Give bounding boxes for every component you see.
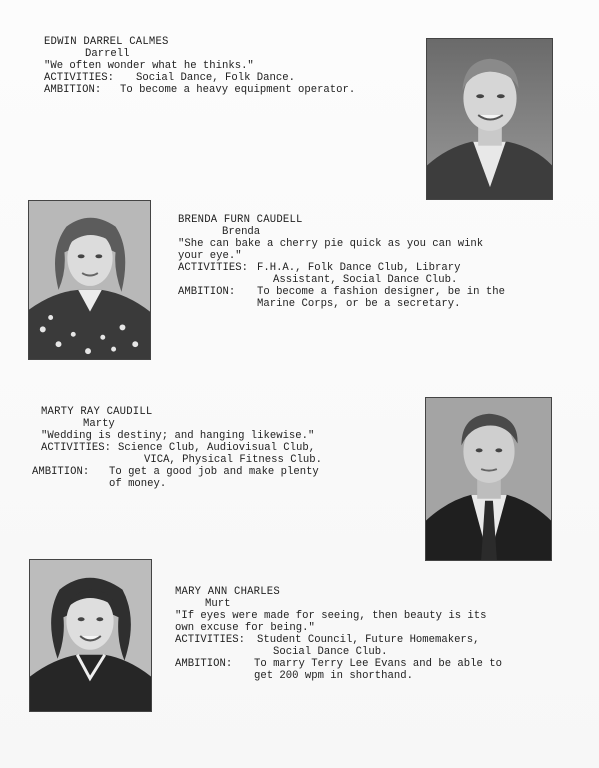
- activities-line: Science Club, Audiovisual Club,: [118, 442, 316, 454]
- activities-line: Social Dance Club.: [273, 646, 388, 658]
- activities-label: ACTIVITIES:: [44, 72, 114, 84]
- ambition-line: To become a fashion designer, be in the: [257, 286, 505, 298]
- student-portrait-photo: [28, 200, 151, 360]
- activities-line: Social Dance, Folk Dance.: [136, 72, 295, 84]
- student-quote-line: "We often wonder what he thinks.": [44, 60, 254, 72]
- activities-line: Student Council, Future Homemakers,: [257, 634, 480, 646]
- student-name: MARY ANN CHARLES: [175, 586, 280, 598]
- ambition-label: AMBITION:: [175, 658, 233, 670]
- ambition-line: Marine Corps, or be a secretary.: [257, 298, 461, 310]
- activities-label: ACTIVITIES:: [41, 442, 111, 454]
- ambition-line: of money.: [109, 478, 167, 490]
- activities-line: VICA, Physical Fitness Club.: [144, 454, 323, 466]
- student-quote-line: own excuse for being.": [175, 622, 315, 634]
- activities-label: ACTIVITIES:: [178, 262, 248, 274]
- student-entry: [32, 406, 412, 490]
- student-quote-line: "Wedding is destiny; and hanging likewise.": [41, 430, 315, 442]
- activities-line: Assistant, Social Dance Club.: [273, 274, 458, 286]
- ambition-line: To marry Terry Lee Evans and be able to: [254, 658, 502, 670]
- student-portrait-photo: [29, 559, 152, 712]
- student-name: EDWIN DARREL CALMES: [44, 36, 169, 48]
- ambition-label: AMBITION:: [178, 286, 236, 298]
- student-entry: [175, 586, 575, 682]
- student-nickname: Darrell: [85, 48, 130, 60]
- student-nickname: Marty: [83, 418, 115, 430]
- student-entry: [178, 214, 578, 310]
- activities-line: F.H.A., Folk Dance Club, Library: [257, 262, 461, 274]
- student-portrait-photo: [426, 38, 553, 200]
- student-portrait-photo: [425, 397, 552, 561]
- student-quote-line: "She can bake a cherry pie quick as you can wink: [178, 238, 484, 250]
- student-name: MARTY RAY CAUDILL: [41, 406, 153, 418]
- student-quote-line: your eye.": [178, 250, 242, 262]
- ambition-line: To get a good job and make plenty: [109, 466, 319, 478]
- ambition-label: AMBITION:: [44, 84, 102, 96]
- student-nickname: Murt: [205, 598, 231, 610]
- activities-label: ACTIVITIES:: [175, 634, 245, 646]
- student-nickname: Brenda: [222, 226, 261, 238]
- ambition-line: To become a heavy equipment operator.: [120, 84, 356, 96]
- student-name: BRENDA FURN CAUDELL: [178, 214, 303, 226]
- ambition-label: AMBITION:: [32, 466, 90, 478]
- student-entry: [44, 36, 414, 96]
- student-quote-line: "If eyes were made for seeing, then beauty is its: [175, 610, 487, 622]
- ambition-line: get 200 wpm in shorthand.: [254, 670, 413, 682]
